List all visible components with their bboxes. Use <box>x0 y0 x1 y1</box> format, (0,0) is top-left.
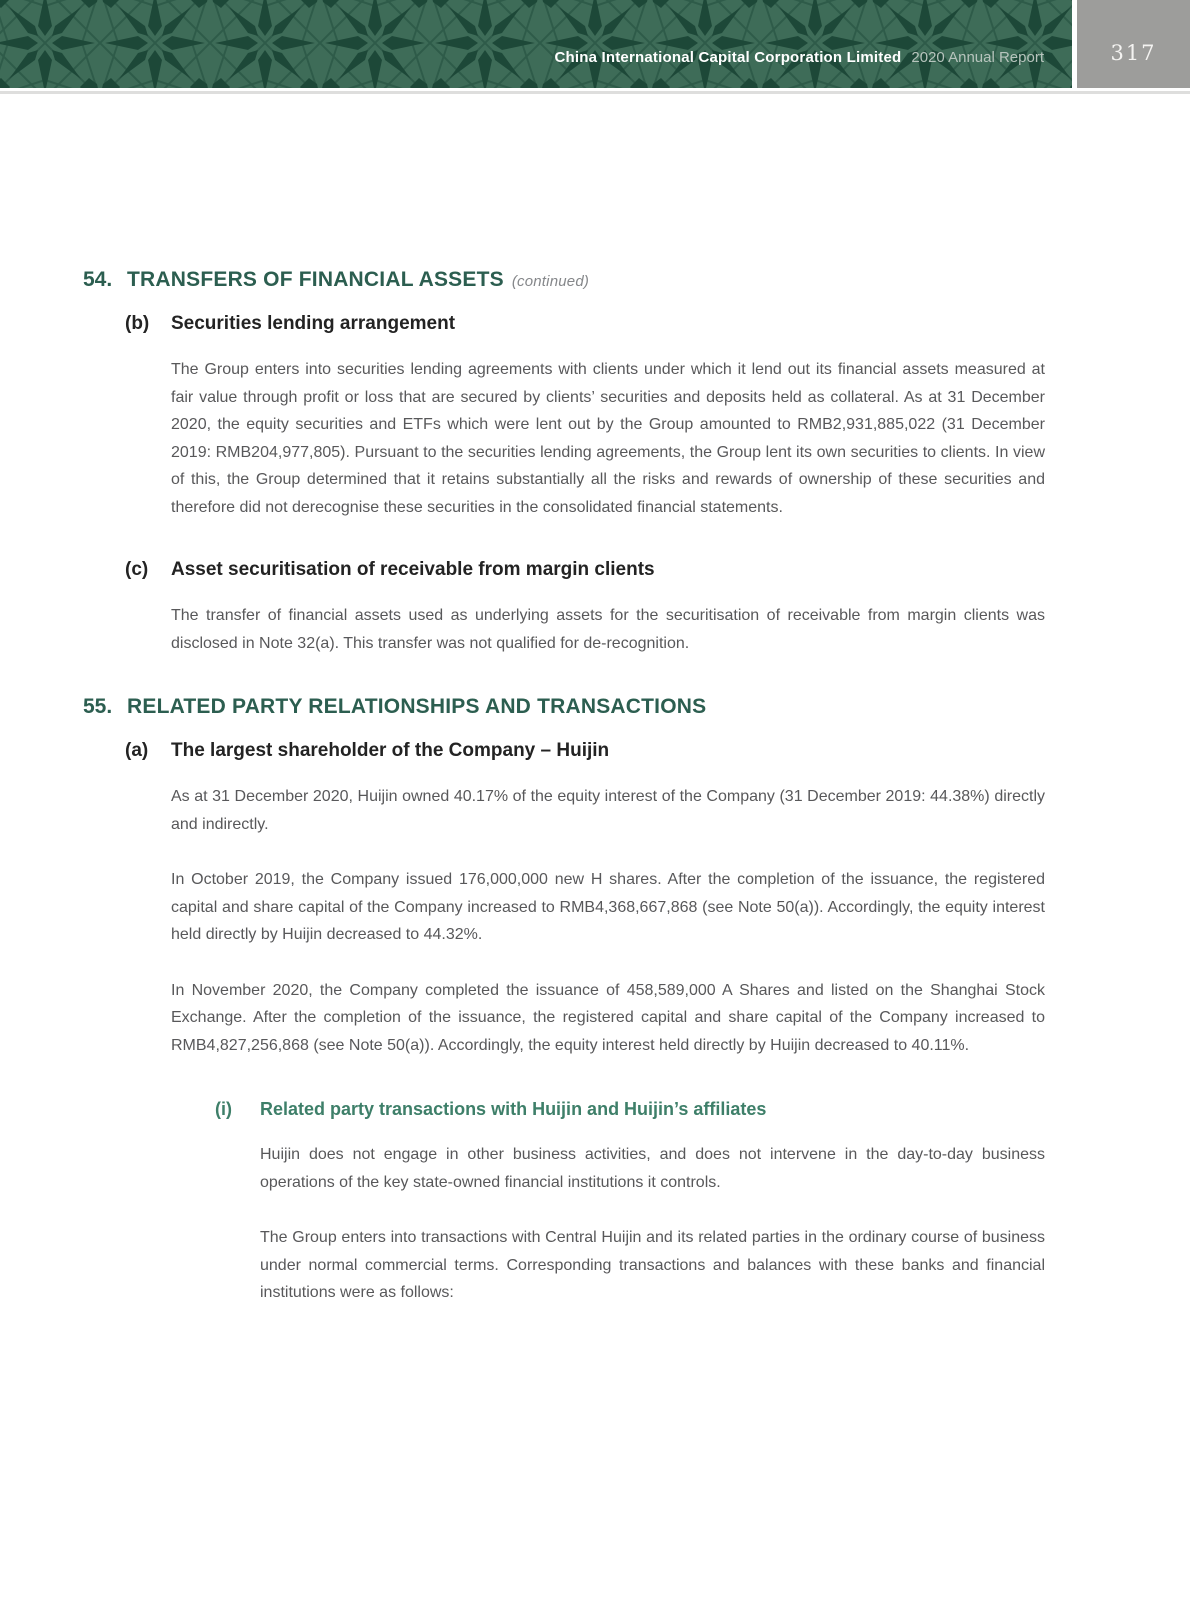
section-54-heading <box>83 268 1045 292</box>
subsubsection-i-body <box>260 1141 1045 1307</box>
page-number: 317 <box>1110 41 1157 65</box>
subsection-b-label: (b) <box>125 313 150 334</box>
section-54-number: 54. <box>83 268 113 291</box>
subsubsection-i-label: (i) <box>215 1099 232 1119</box>
subsection-a-heading <box>125 740 1045 762</box>
header-divider <box>0 91 1190 94</box>
subsection-c-label: (c) <box>125 559 149 580</box>
subsection-a-title: The largest shareholder of the Company – Huijin <box>171 740 610 761</box>
company-name: China International Capital Corporation Limited <box>554 49 902 66</box>
section-55-title: RELATED PARTY RELATIONSHIPS AND TRANSACTIONS <box>127 695 707 718</box>
report-title: 2020 Annual Report <box>911 49 1044 66</box>
section-54-title <box>127 268 589 292</box>
subsection-a <box>125 740 1045 1307</box>
subsection-b-heading <box>125 313 1045 335</box>
subsubsection-i-paragraph-1: Huijin does not engage in other business activities, and does not intervene in the day-to-day business operations of the key state-owned financial institutions it controls. <box>260 1146 1045 1191</box>
page-header <box>0 0 1190 88</box>
subsubsection-i-paragraph-2: The Group enters into transactions with Central Huijin and its related parties in the ordinary course of business under normal commercial terms. Corresponding transactions and balances with these banks and financial institutions were as follows: <box>260 1229 1045 1301</box>
header-banner <box>0 0 1072 88</box>
subsection-b <box>125 313 1045 521</box>
asanoha-pattern-graphic <box>0 0 1072 88</box>
section-55-number: 55. <box>83 695 113 718</box>
subsection-c-paragraph: The transfer of financial assets used as underlying assets for the securitisation of receivable from margin clients was disclosed in Note 32(a). This transfer was not qualified for de-recognition. <box>171 607 1045 652</box>
subsection-a-paragraph-1: As at 31 December 2020, Huijin owned 40.17% of the equity interest of the Company (31 December 2019: 44.38%) directly and indirectly. <box>171 788 1045 833</box>
section-54-title-text: TRANSFERS OF FINANCIAL ASSETS <box>127 268 504 291</box>
document-body <box>83 268 1045 1307</box>
subsection-c-heading <box>125 559 1045 581</box>
subsection-c-title: Asset securitisation of receivable from margin clients <box>171 559 655 580</box>
subsection-a-paragraph-3: In November 2020, the Company completed the issuance of 458,589,000 A Shares and listed on the Shanghai Stock Exchange. After the completion of the issuance, the registered capital and share capital of the Company increased to RMB4,827,256,868 (see Note 50(a)). Accordingly, the equity interest held directly by Huijin decreased to 40.11%. <box>171 981 1045 1054</box>
subsubsection-i-title: Related party transactions with Huijin and Huijin’s affiliates <box>260 1099 767 1119</box>
section-55-heading <box>83 695 1045 719</box>
page-number-box <box>1077 0 1190 88</box>
section-54-continued: (continued) <box>511 273 590 290</box>
header-title-group <box>554 49 1044 66</box>
subsection-a-paragraph-2: In October 2019, the Company issued 176,000,000 new H shares. After the completion of the issuance, the registered capital and share capital of the Company increased to RMB4,368,667,868 (see Note 50(a)). Accordingly, the equity interest held directly by Huijin decreased to 44.32%. <box>171 871 1045 943</box>
subsection-b-title: Securities lending arrangement <box>171 313 456 334</box>
subsection-b-body <box>171 356 1045 521</box>
subsection-a-label: (a) <box>125 740 149 761</box>
subsection-a-body <box>171 783 1045 1307</box>
subsubsection-i-heading <box>215 1099 1045 1120</box>
subsection-c-body <box>171 602 1045 657</box>
subsection-c <box>125 559 1045 657</box>
subsubsection-i <box>215 1099 1045 1307</box>
subsection-b-paragraph: The Group enters into securities lending agreements with clients under which it lend out its financial assets measured at fair value through profit or loss that are secured by clients’ securities and deposits held as collateral. As at 31 December 2020, the equity securities and ETFs which were lent out by the Group amounted to RMB2,931,885,022 (31 December 2019: RMB204,977,805). Pursuant to the securities lending agreements, the Group lent its own securities to clients. In view of this, the Group determined that it retains substantially all the risks and rewards of ownership of these securities and therefore did not derecognise these securities in the consolidated financial statements. <box>171 361 1045 516</box>
